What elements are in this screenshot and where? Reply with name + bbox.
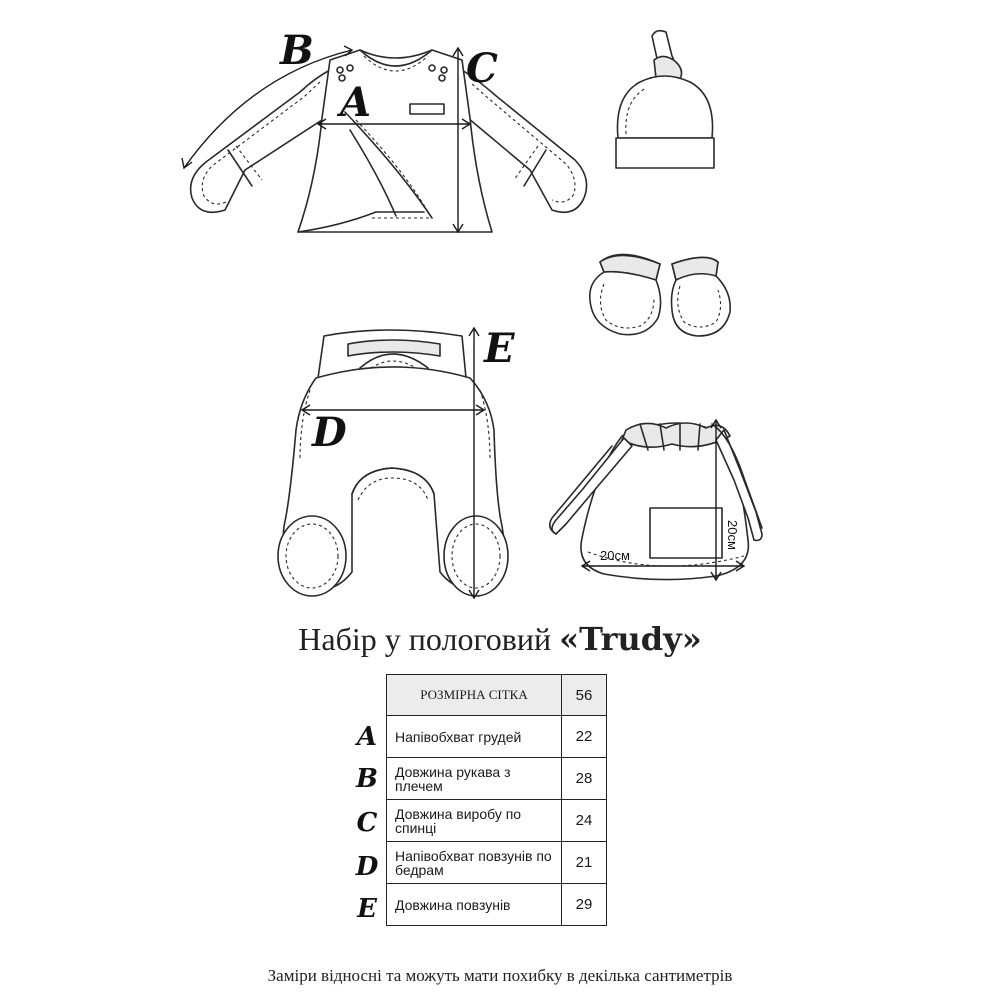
- row-c-name: Довжина виробу по спинці: [387, 800, 562, 842]
- row-d-name: Напівобхват повзунів по бедрам: [387, 842, 562, 884]
- header-name: РОЗМІРНА СІТКА: [387, 675, 562, 716]
- set-title: [0, 620, 1000, 658]
- hat-drawing: [616, 31, 714, 168]
- jacket-drawing: [182, 46, 587, 232]
- row-c-value: 24: [562, 800, 607, 842]
- table-row: [387, 758, 607, 800]
- size-table-header: [387, 675, 607, 716]
- row-key-e: E: [357, 894, 377, 924]
- romper-drawing: [278, 328, 508, 598]
- row-e-value: 29: [562, 884, 607, 926]
- row-b-value: 28: [562, 758, 607, 800]
- bag-width-label: 20см: [600, 548, 630, 563]
- table-row: [387, 800, 607, 842]
- label-d: D: [312, 409, 347, 456]
- table-row: [387, 884, 607, 926]
- header-size: 56: [562, 675, 607, 716]
- row-key-d: D: [355, 852, 379, 882]
- bag-height-label: 20см: [725, 520, 740, 550]
- bag-drawing: [550, 420, 762, 580]
- title-brand: «Trudy»: [559, 620, 702, 658]
- row-key-c: C: [356, 808, 378, 838]
- row-e-name: Довжина повзунів: [387, 884, 562, 926]
- label-a: A: [340, 79, 372, 126]
- table-row: [387, 716, 607, 758]
- table-row: [387, 842, 607, 884]
- size-table: [386, 674, 607, 926]
- label-b: B: [280, 27, 314, 74]
- label-e: E: [484, 325, 515, 372]
- row-a-name: Напівобхват грудей: [387, 716, 562, 758]
- row-b-name: Довжина рукава з плечем: [387, 758, 562, 800]
- title-main: Набір у пологовий: [298, 621, 560, 657]
- label-c: C: [466, 45, 498, 92]
- mittens-drawing: [590, 254, 730, 336]
- footnote: Заміри відносні та можуть мати похибку в декілька сантиметрів: [267, 966, 733, 985]
- row-key-b: B: [356, 764, 378, 794]
- row-a-value: 22: [562, 716, 607, 758]
- row-d-value: 21: [562, 842, 607, 884]
- row-key-a: A: [356, 722, 378, 752]
